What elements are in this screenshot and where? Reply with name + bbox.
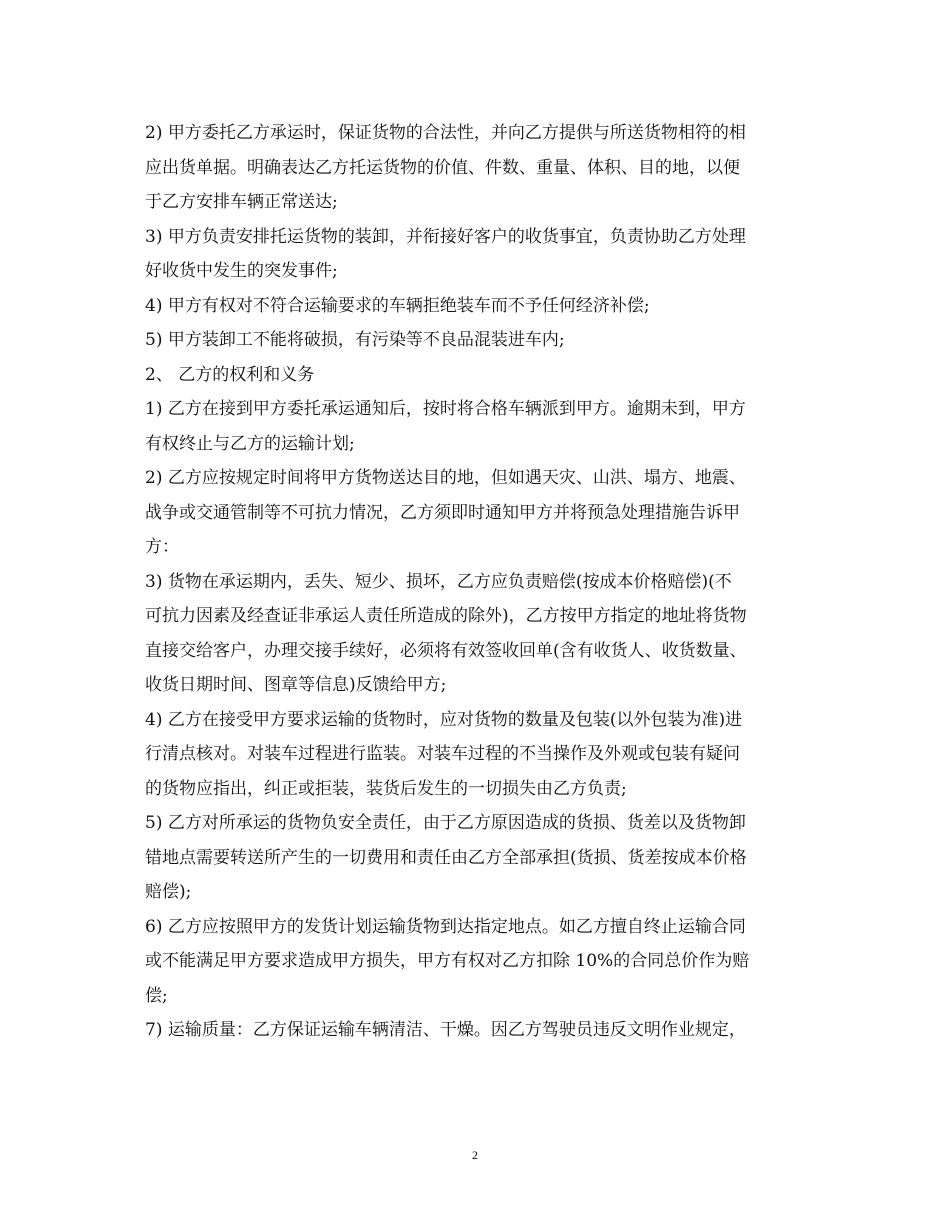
text-line: 1) 乙方在接到甲方委托承运通知后，按时将合格车辆派到甲方。逾期未到，甲方 (145, 399, 746, 419)
text-line: 2) 乙方应按规定时间将甲方货物送达目的地，但如遇天灾、山洪、塌方、地震、 (145, 468, 746, 488)
text-line: 赔偿); (145, 882, 192, 902)
text-line: 错地点需要转送所产生的一切费用和责任由乙方全部承担(货损、货差按成本价格 (145, 847, 747, 868)
page-number: 2 (472, 1148, 478, 1162)
text-line: 4) 甲方有权对不符合运输要求的车辆拒绝装车而不予任何经济补偿; (145, 295, 650, 316)
text-line: 5) 乙方对所承运的货物负安全责任，由于乙方原因造成的货损、货差以及货物卸 (145, 813, 746, 833)
text-line: 2) 甲方委托乙方承运时，保证货物的合法性，并向乙方提供与所送货物相符的相 (145, 123, 746, 143)
text-line: 有权终止与乙方的运输计划; (145, 433, 355, 454)
text-line: 或不能满足甲方要求造成甲方损失，甲方有权对乙方扣除 10%的合同总价作为赔 (145, 951, 750, 971)
text-line: 7) 运输质量：乙方保证运输车辆清洁、干燥。因乙方驾驶员违反文明作业规定， (145, 1020, 746, 1040)
text-line: 于乙方安排车辆正常送达; (145, 192, 338, 212)
text-line: 5) 甲方装卸工不能将破损，有污染等不良品混装进车内; (145, 330, 565, 350)
text-line: 偿; (145, 985, 168, 1006)
text-line: 可抗力因素及经查证非承运人责任所造成的除外)，乙方按甲方指定的地址将货物 (145, 606, 747, 626)
text-line: 方： (145, 537, 179, 557)
text-line: 直接交给客户，办理交接手续好，必须将有效签收回单(含有收货人、收货数量、 (145, 640, 747, 661)
document-body (145, 116, 805, 1048)
text-line: 好收货中发生的突发事件; (145, 261, 338, 281)
text-line: 3) 甲方负责安排托运货物的装卸，并衔接好客户的收货事宜，负责协助乙方处理 (145, 226, 746, 247)
text-line: 应出货单据。明确表达乙方托运货物的价值、件数、重量、体积、目的地，以便 (145, 157, 740, 178)
text-line: 6) 乙方应按照甲方的发货计划运输货物到达指定地点。如乙方擅自终止运输合同 (145, 916, 746, 937)
text-line: 4) 乙方在接受甲方要求运输的货物时，应对货物的数量及包装(以外包装为准)进 (145, 709, 743, 730)
section-heading: 2、 乙方的权利和义务 (145, 364, 315, 385)
text-line: 战争或交通管制等不可抗力情况，乙方须即时通知甲方并将预急处理措施告诉甲 (145, 502, 740, 523)
text-line: 的货物应指出，纠正或拒装，装货后发生的一切损失由乙方负责; (145, 778, 627, 799)
text-line: 行清点核对。对装车过程进行监装。对装车过程的不当操作及外观或包装有疑问 (145, 744, 740, 764)
text-line: 收货日期时间、图章等信息)反馈给甲方; (145, 675, 447, 695)
text-line: 3) 货物在承运期内，丢失、短少、损坏，乙方应负责赔偿(按成本价格赔偿)(不 (145, 571, 732, 592)
